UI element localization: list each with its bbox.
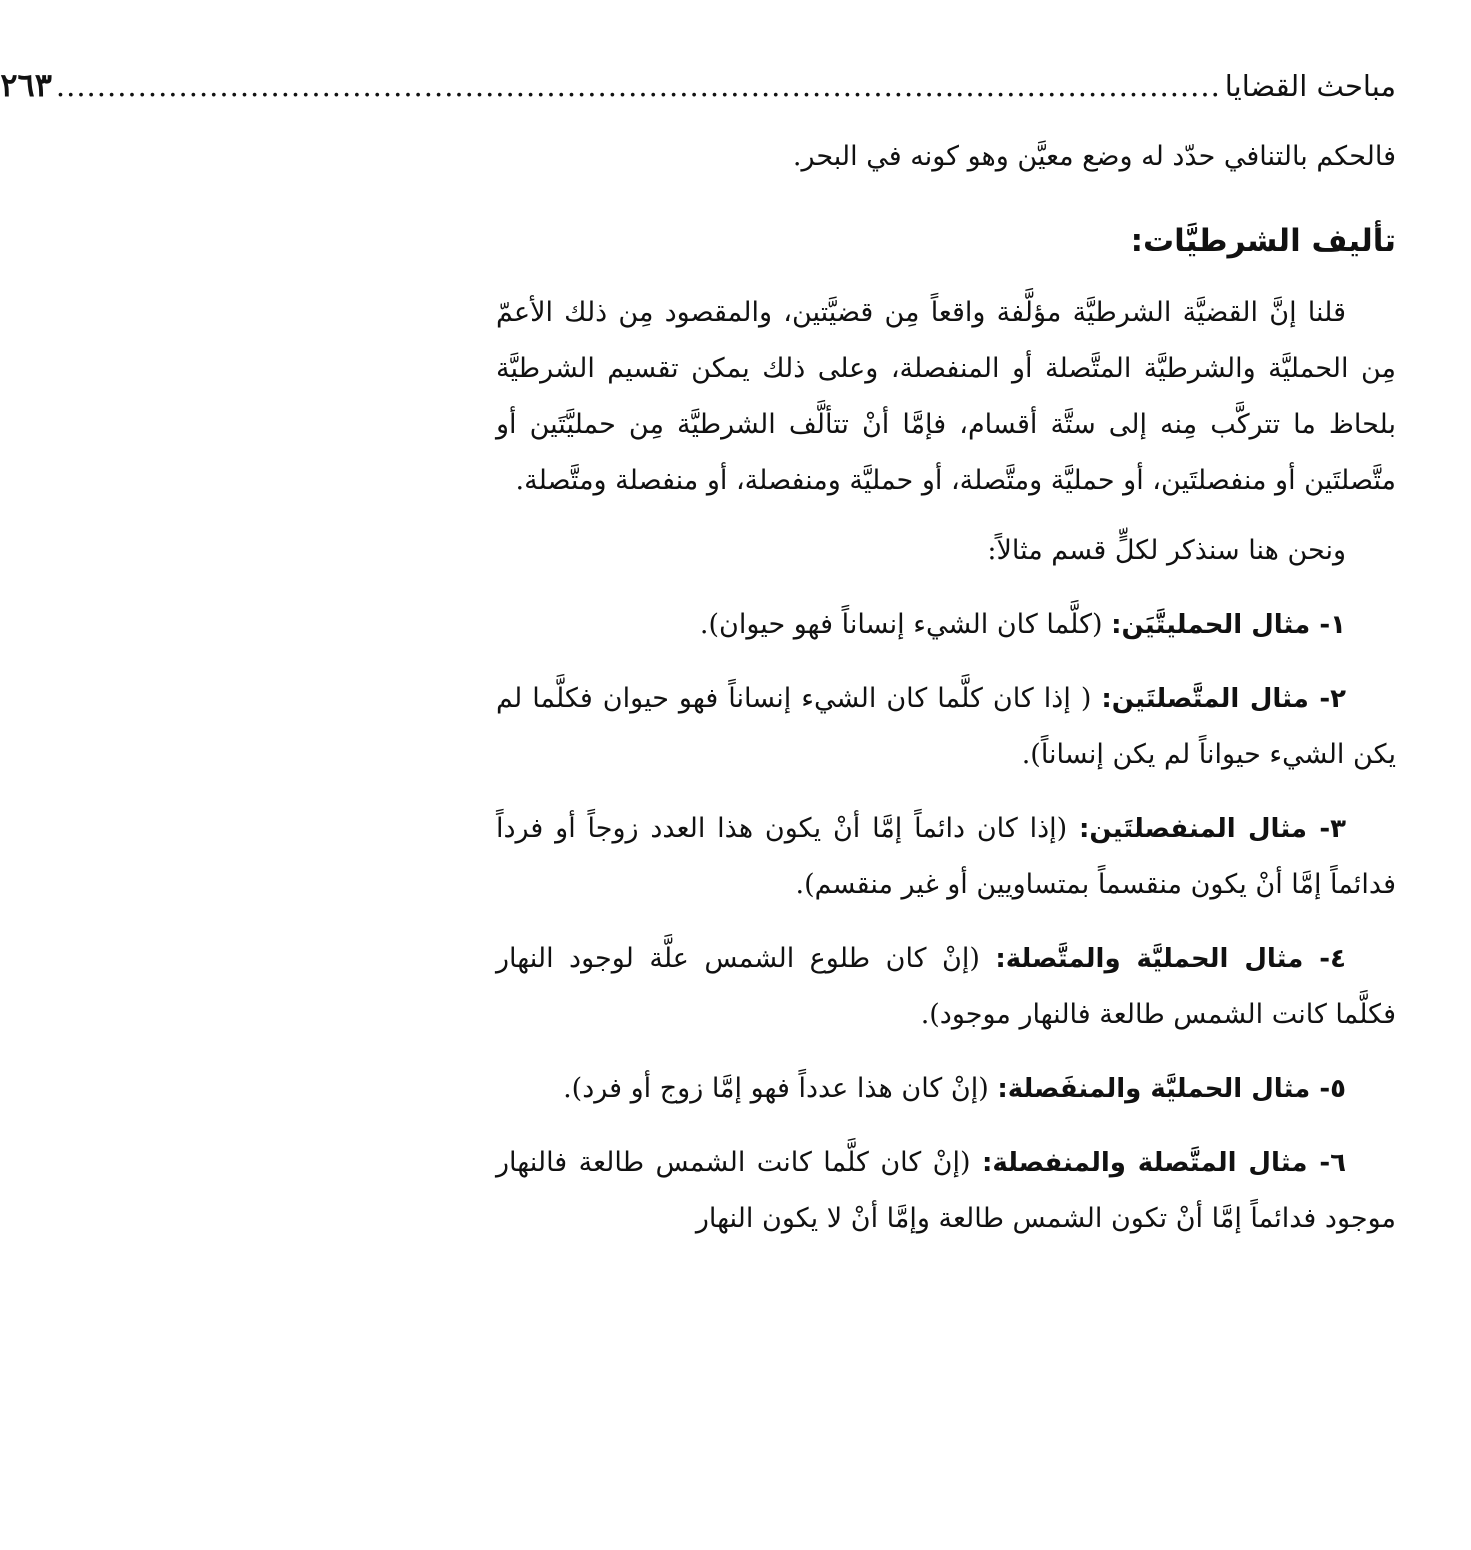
example-label: ١- مثال الحمليتَّيَن: [1111,610,1346,640]
example-text: (إذا كان دائماً إمَّا أنْ يكون هذا العدد زوجاً أو فرداً فدائماً إمَّا أنْ يكون منقسماً بمتساويين أو غير منقسم). [496,813,1396,900]
example-4 [496,931,1396,1043]
dot-leader: .................................................................................................................. [55,69,1221,103]
running-header [0,55,1396,115]
intro-line: فالحكم بالتنافي حدّد له وضع معيَّن وهو كونه في البحر. [792,141,1396,172]
section-title: تأليف الشرطيَّات: [1130,223,1396,259]
example-text: ( إذا كان كلَّما كان الشيء إنساناً فهو حيوان فكلَّما لم يكن الشيء حيواناً لم يكن إنساناً). [496,683,1396,770]
paragraph-1: قلنا إنَّ القضيَّة الشرطيَّة مؤلَّفة واقعاً مِن قضيَّتين، والمقصود مِن ذلك الأعمّ مِن الحمليَّة والشرطيَّة المتَّصلة أو المنفصلة، وعلى ذلك يمكن تقسيم الشرطيَّة بلحاظ ما تتركَّب مِنه إلى ستَّة أقسام، فإمَّا أنْ تتألَّف الشرطيَّة مِن حمليَّتَين أو متَّصلتَين أو منفصلتَين، أو حمليَّة ومتَّصلة، أو حمليَّة ومنفصلة، أو منفصلة ومتَّصلة. [496,297,1396,496]
running-title: مباحث القضايا [1224,69,1396,103]
example-5 [496,1061,1396,1117]
example-label: ٤- مثال الحمليَّة والمتَّصلة: [995,944,1346,974]
page-number: ٢٦٣ [0,66,52,104]
example-label: ٥- مثال الحمليَّة والمنفَصلة: [997,1074,1346,1104]
example-2 [496,671,1396,783]
example-text: (إنْ كان كلَّما كانت الشمس طالعة فالنهار موجود فدائماً إمَّا أنْ تكون الشمس طالعة وإمَّا أنْ لا يكون النهار [496,1147,1396,1234]
example-text: (إنْ كان هذا عدداً فهو إمَّا زوج أو فرد). [563,1073,998,1104]
example-label: ٢- مثال المتَّصلتَين: [1101,684,1346,714]
example-text: (إنْ كان طلوع الشمس علَّة لوجود النهار فكلَّما كانت الشمس طالعة فالنهار موجود). [496,943,1396,1030]
book-page [0,55,1396,1247]
example-1 [496,597,1396,653]
example-label: ٣- مثال المنفصلتَين: [1079,814,1346,844]
paragraph-2: ونحن هنا سنذكر لكلٍّ قسم مثالاً: [987,535,1346,566]
example-text: (كلَّما كان الشيء إنساناً فهو حيوان). [699,609,1112,640]
example-6 [496,1135,1396,1247]
example-label: ٦- مثال المتَّصلة والمنفصلة: [981,1148,1346,1178]
example-3 [496,801,1396,913]
